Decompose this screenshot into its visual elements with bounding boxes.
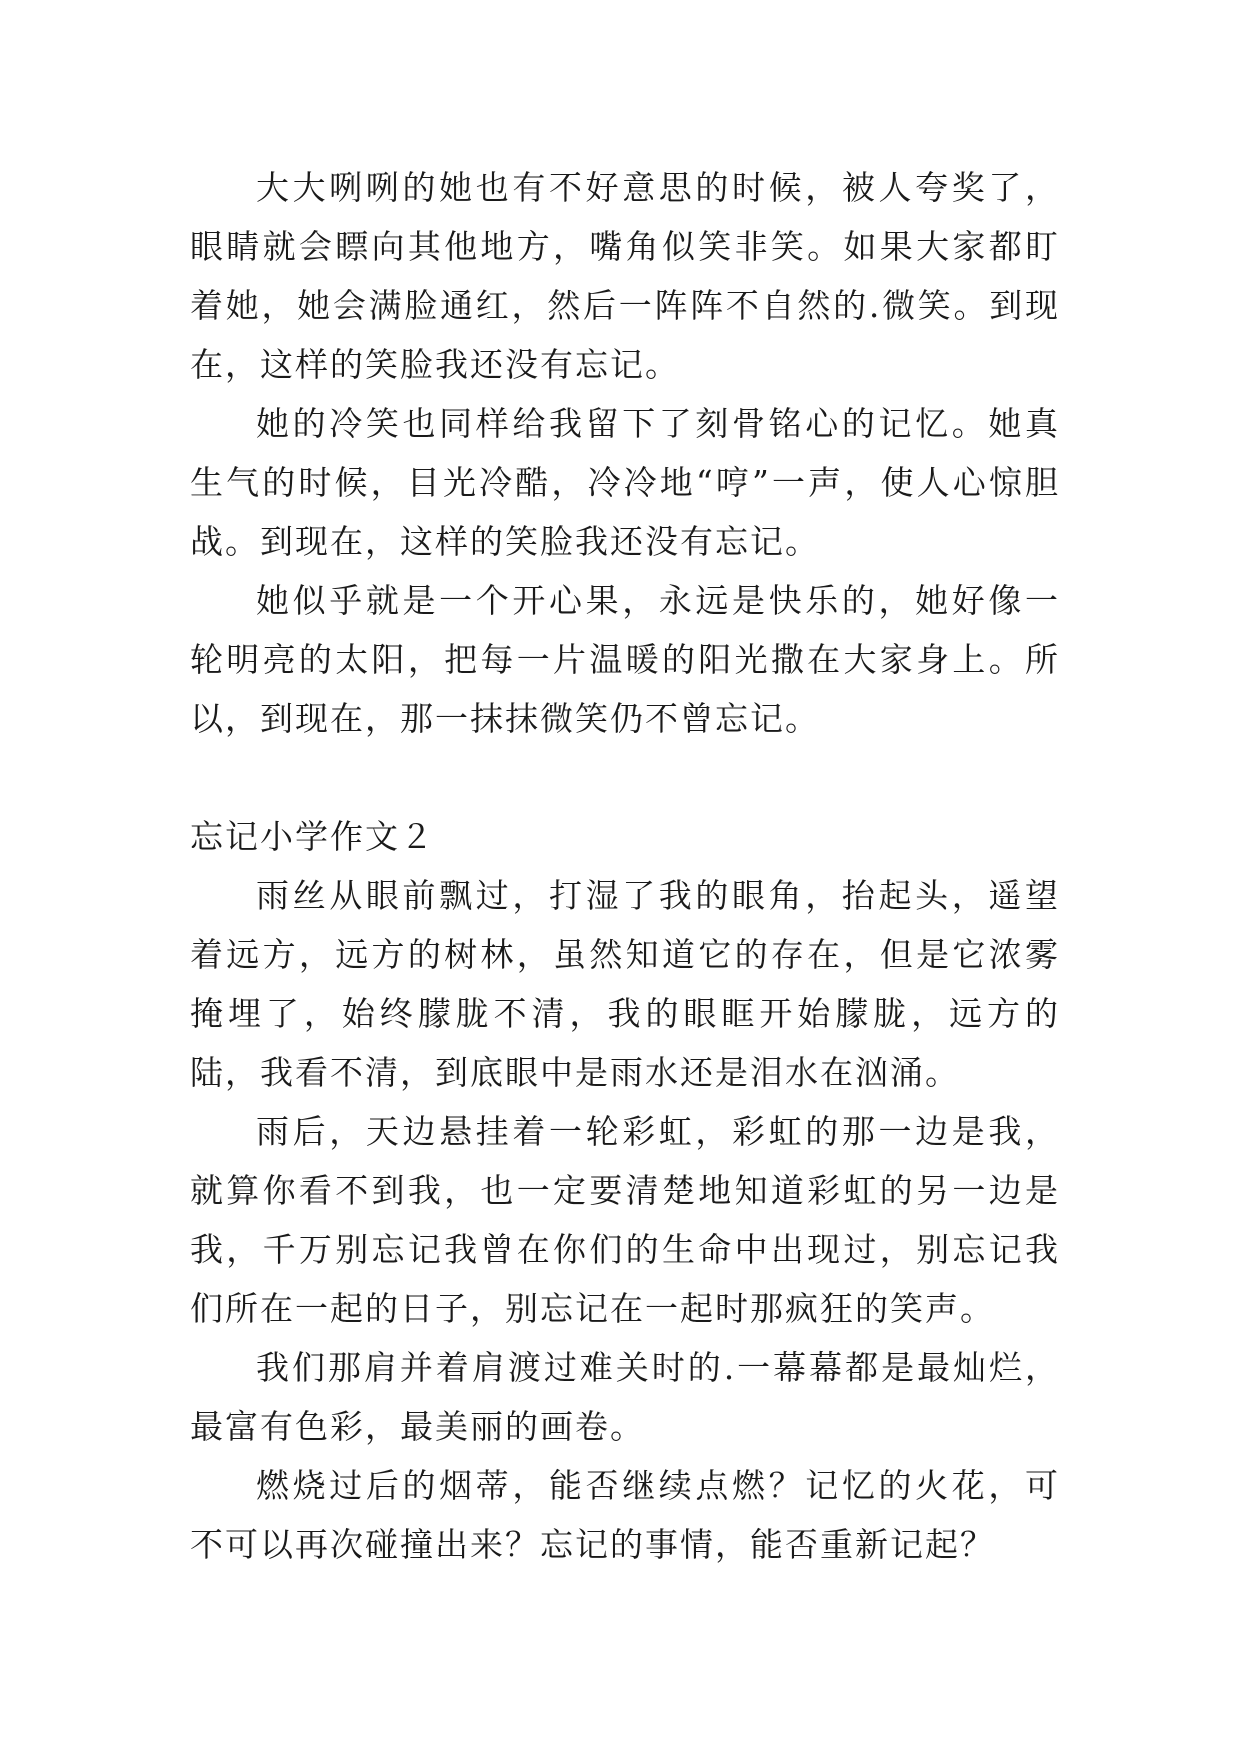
paragraph: 她似乎就是一个开心果，永远是快乐的，她好像一轮明亮的太阳，把每一片温暖的阳光撒在大家身上。所以，到现在，那一抹抹微笑仍不曾忘记。: [190, 581, 1060, 738]
paragraph: 雨丝从眼前飘过，打湿了我的眼角，抬起头，遥望着远方，远方的树林，虽然知道它的存在，但是它浓雾掩埋了，始终朦胧不清，我的眼眶开始朦胧，远方的陆，我看不清，到底眼中是雨水还是泪水在汹涌。: [190, 876, 1060, 1092]
paragraph: 燃烧过后的烟蒂，能否继续点燃？记忆的火花，可不可以再次碰撞出来？忘记的事情，能否重新记起？: [190, 1466, 1060, 1564]
paragraph: 大大咧咧的她也有不好意思的时候，被人夸奖了，眼睛就会瞟向其他地方，嘴角似笑非笑。如果大家都盯着她，她会满脸通红，然后一阵阵不自然的.微笑。到现在，这样的笑脸我还没有忘记。: [190, 168, 1060, 384]
section-title: 忘记小学作文２: [190, 817, 435, 856]
paragraph: 她的冷笑也同样给我留下了刻骨铭心的记忆。她真生气的时候，目光冷酷，冷冷地“哼”一声，使人心惊胆战。到现在，这样的笑脸我还没有忘记。: [190, 404, 1060, 561]
paragraph: 雨后，天边悬挂着一轮彩虹，彩虹的那一边是我，就算你看不到我，也一定要清楚地知道彩虹的另一边是我，千万别忘记我曾在你们的生命中出现过，别忘记我们所在一起的日子，别忘记在一起时那疯狂的笑声。: [190, 1112, 1060, 1328]
paragraph: 我们那肩并着肩渡过难关时的.一幕幕都是最灿烂，最富有色彩，最美丽的画卷。: [190, 1348, 1060, 1446]
document-body: [190, 158, 1060, 1574]
